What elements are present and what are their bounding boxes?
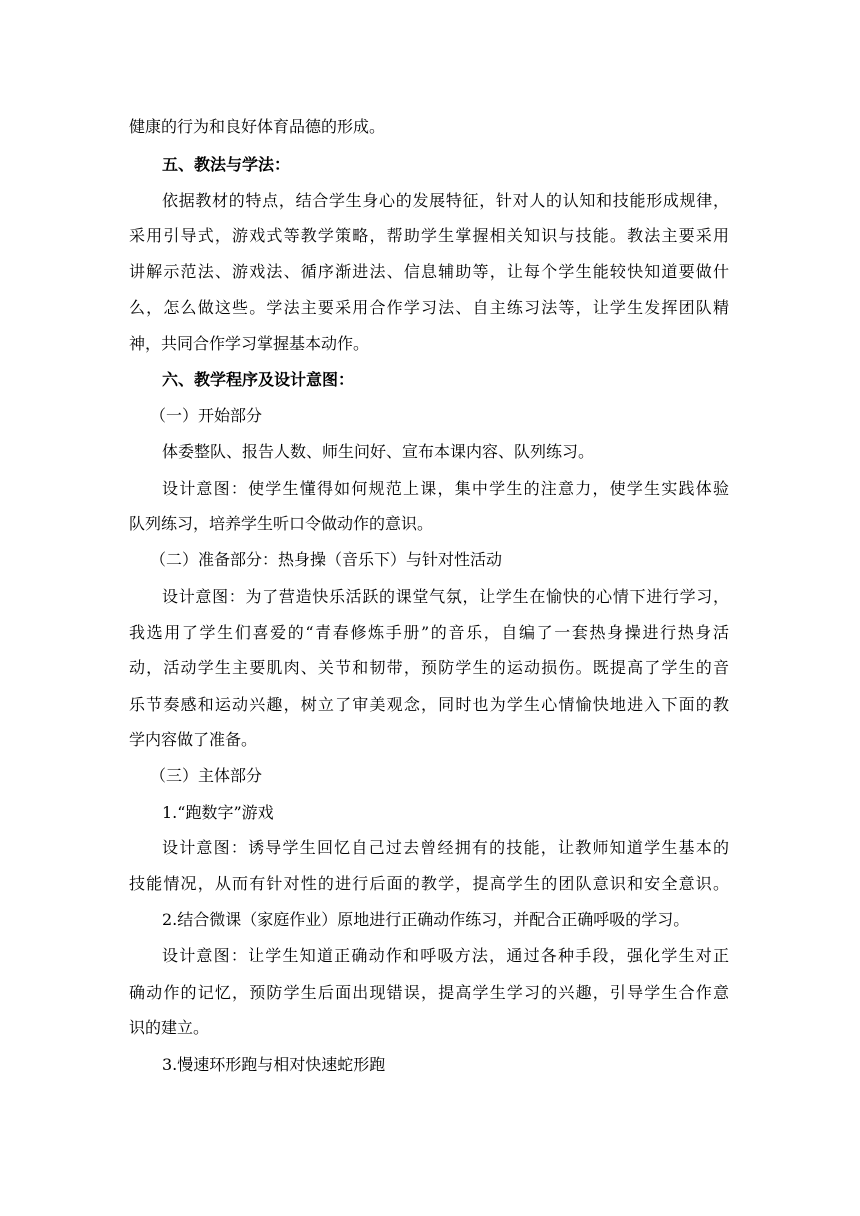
subsection-heading-main: （三）主体部分 <box>150 766 263 785</box>
paragraph-line: 队列练习，培养学生听口令做动作的意识。 <box>129 514 434 533</box>
list-item-heading: 1.“跑数字”游戏 <box>162 803 274 822</box>
paragraph-line: 我选用了学生们喜爱的“青春修炼手册”的音乐，自编了一套热身操进行热身活 <box>129 623 729 642</box>
list-item-heading: 3.慢速环形跑与相对快速蛇形跑 <box>162 1055 386 1074</box>
paragraph-line: 采用引导式，游戏式等教学策略，帮助学生掌握相关知识与技能。教法主要采用 <box>129 226 729 245</box>
paragraph-line: 依据教材的特点，结合学生身心的发展特征，针对人的认知和技能形成规律， <box>162 191 729 210</box>
paragraph-line: 讲解示范法、游戏法、循序渐进法、信息辅助等，让每个学生能较快知道要做什 <box>129 262 729 281</box>
section-heading-methods: 五、教法与学法： <box>162 155 291 174</box>
paragraph-line: 动，活动学生主要肌肉、关节和韧带，预防学生的运动损伤。既提高了学生的音 <box>129 658 729 677</box>
paragraph-line: 技能情况，从而有针对性的进行后面的教学，提高学生的团队意识和安全意识。 <box>129 874 729 893</box>
paragraph-line: 设计意图：让学生知道正确动作和呼吸方法，通过各种手段，强化学生对正 <box>162 946 729 965</box>
paragraph-line: 设计意图：为了营造快乐活跃的课堂气氛，让学生在愉快的心情下进行学习， <box>162 587 729 606</box>
paragraph-line: 设计意图：使学生懂得如何规范上课，集中学生的注意力，使学生实践体验 <box>162 479 729 498</box>
list-item-heading: 2.结合微课（家庭作业）原地进行正确动作练习，并配合正确呼吸的学习。 <box>162 910 690 929</box>
paragraph-line: 神，共同合作学习掌握基本动作。 <box>129 334 370 353</box>
paragraph-line: 么，怎么做这些。学法主要采用合作学习法、自主练习法等，让学生发挥团队精 <box>129 298 729 317</box>
paragraph-line: 学内容做了准备。 <box>129 730 258 749</box>
subsection-heading-prepare: （二）准备部分：热身操（音乐下）与针对性活动 <box>150 550 503 569</box>
paragraph-line: 健康的行为和良好体育品德的形成。 <box>129 117 386 136</box>
paragraph-line: 确动作的记忆，预防学生后面出现错误，提高学生学习的兴趣，引导学生合作意 <box>129 983 729 1002</box>
subsection-heading-start: （一）开始部分 <box>150 406 263 425</box>
paragraph-line: 设计意图：诱导学生回忆自己过去曾经拥有的技能，让教师知道学生基本的 <box>162 838 729 857</box>
paragraph-line: 体委整队、报告人数、师生问好、宣布本课内容、队列练习。 <box>162 442 595 461</box>
paragraph-line: 识的建立。 <box>129 1018 210 1037</box>
section-heading-procedure: 六、教学程序及设计意图： <box>162 370 355 389</box>
paragraph-line: 乐节奏感和运动兴趣，树立了审美观念，同时也为学生心情愉快地进入下面的教 <box>129 695 729 714</box>
